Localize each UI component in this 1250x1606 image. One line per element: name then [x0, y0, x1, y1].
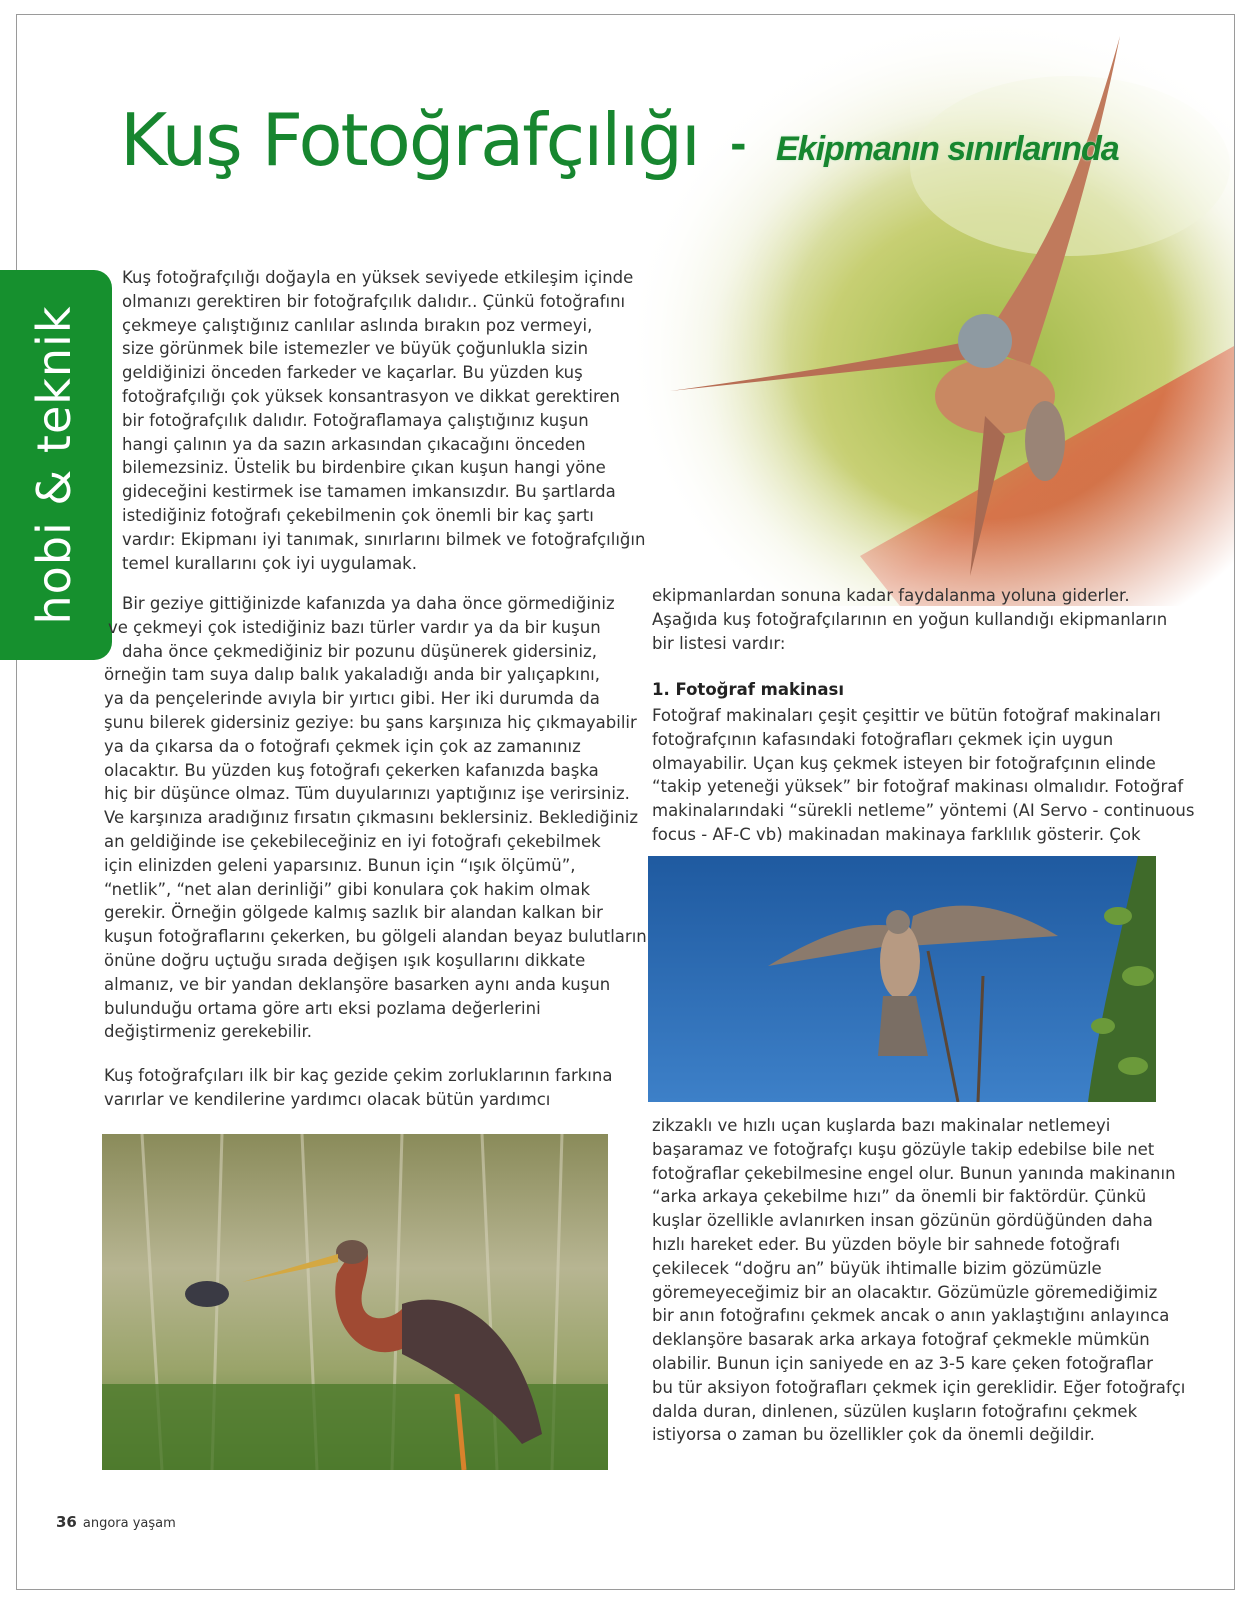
right-camera-text — [652, 704, 1195, 847]
text-line: fotoğrafçılığı çok yüksek konsantrasyon ve dikkat gerektiren — [122, 386, 620, 406]
section-tab — [0, 270, 112, 660]
text-line: olmayabilir. Uçan kuş çekmek isteyen bir fotoğrafçının elinde — [652, 753, 1156, 773]
text-line: makinalarındaki “sürekli netleme” yöntemi (AI Servo - continuous — [652, 801, 1195, 821]
section-heading-camera: 1. Fotoğraf makinası — [652, 680, 844, 699]
text-line: Aşağıda kuş fotoğrafçılarının en yoğun kullandığı ekipmanların — [652, 609, 1168, 629]
text-line: değiştirmeniz gerekebilir. — [104, 1022, 313, 1042]
text-line: ya da pençelerinde avıyla bir yırtıcı gibi. Her iki durumda da — [104, 689, 600, 709]
text-line: önüne doğru uçtuğu sırada değişen ışık koşullarını dikkate — [104, 950, 586, 970]
text-line: geldiğinizi önceden farkeder ve kaçarlar. Bu yüzden kuş — [122, 363, 583, 383]
purple-heron-photo — [102, 1134, 608, 1470]
text-line: fotoğrafçının kafasındaki fotoğrafları çekmek için uygun — [652, 729, 1114, 749]
section-tab-label: hobi & teknik — [27, 305, 81, 625]
page-footer — [56, 1513, 176, 1531]
text-line: istiyorsa o zaman bu özellikler çok da önemli değildir. — [652, 1425, 1095, 1445]
text-line: bu tür aksiyon fotoğrafları çekmek için gereklidir. Eğer fotoğrafçı — [652, 1377, 1186, 1397]
text-line: Kuş fotoğrafçılığı doğayla en yüksek seviyede etkileşim içinde — [122, 268, 634, 287]
text-line: dalda duran, dinlenen, süzülen kuşların fotoğrafını çekmek — [652, 1401, 1138, 1421]
text-line: gideceğini kestirmek ise tamamen imkansızdır. Bu şartlarda — [122, 482, 616, 502]
text-line: “netlik”, “net alan derinliği” gibi konulara çok hakim olmak — [104, 879, 591, 899]
left-paragraph-1 — [122, 266, 645, 575]
text-line: gerekir. Örneğin gölgede kalmış sazlık bir alandan kalkan bir — [104, 903, 603, 923]
magazine-name: angora yaşam — [82, 1516, 176, 1531]
text-line: için elinizden geleni yaparsınız. Bunun için “ışık ölçümü”, — [104, 855, 576, 875]
text-line: “takip yeteneği yüksek” bir fotoğraf makinası olmalıdır. Fotoğraf — [652, 777, 1184, 797]
right-intro — [652, 584, 1167, 655]
text-line: ya da çıkarsa da o fotoğrafı çekmek için çok az zamanınız — [104, 736, 581, 756]
text-line: bulunduğu ortama göre artı eksi pozlama değerlerini — [104, 998, 541, 1018]
page-number: 36 — [56, 1513, 77, 1531]
text-line: fotoğraflar çekebilmesine engel olur. Bunun yanında makinanın — [652, 1163, 1176, 1183]
text-line: Bir geziye gittiğinizde kafanızda ya daha önce görmediğiniz — [122, 594, 615, 613]
title-dash: - — [730, 122, 747, 168]
text-line: çekilecek “doğru an” büyük ihtimalle bizim gözümüzle — [652, 1258, 1102, 1278]
text-line: hızlı hareket eder. Bu yüzden böyle bir sahnede fotoğrafı — [652, 1234, 1121, 1254]
text-line: an geldiğinde ise çekebileceğiniz en iyi fotoğrafı çekebilmek — [104, 831, 601, 851]
text-line: hangi çalının ya da sazın arkasından çıkacağını önceden — [122, 434, 586, 454]
text-line: almanız, ve bir yandan deklanşöre basarken aynı anda kuşun — [104, 974, 611, 994]
text-line: olacaktır. Bu yüzden kuş fotoğrafı çekerken kafanızda başka — [104, 760, 599, 780]
text-line: “arka arkaya çekebilme hızı” da önemli bir faktördür. Çünkü — [652, 1187, 1147, 1207]
text-line: örneğin tam suya dalıp balık yakaladığı anda bir yalıçapkını, — [104, 665, 600, 685]
text-line: daha önce çekmediğiniz bir pozunu düşünerek gidersiniz, — [122, 641, 597, 661]
text-line: focus - AF-C vb) makinadan makinaya farklılık gösterir. Çok — [652, 824, 1141, 844]
text-line: olabilir. Bunun için saniyede en az 3-5 kare çeken fotoğraflar — [652, 1353, 1154, 1373]
text-line: kuşlar özellikle avlanırken insan gözünün gördüğünden daha — [652, 1211, 1153, 1231]
text-line: bir anın fotoğrafını çekmek ancak o anın yaklaştığını anlayınca — [652, 1306, 1170, 1326]
text-line: size görünmek bile istemezler ve büyük çoğunlukla sizin — [122, 339, 589, 359]
text-line: zikzaklı ve hızlı uçan kuşlarda bazı makinalar netlemeyi — [652, 1116, 1111, 1135]
text-line: şunu bilerek gidersiniz geziye: bu şans karşınıza hiç çıkmayabilir — [104, 712, 637, 732]
text-line: bir listesi vardır: — [652, 633, 786, 653]
text-line: Fotoğraf makinaları çeşit çeşittir ve bütün fotoğraf makinaları — [652, 706, 1161, 725]
right-continued-text — [652, 1114, 1185, 1447]
page-title: Kuş Fotoğrafçılığı — [120, 98, 699, 182]
text-line: varırlar ve kendilerine yardımcı olacak bütün yardımcı — [104, 1089, 551, 1109]
text-line: istediğiniz fotoğrafı çekebilmenin çok önemli bir kaç şartı — [122, 505, 594, 525]
page-subtitle: Ekipmanın sınırlarında — [776, 130, 1119, 168]
text-line: başaramaz ve fotoğrafçı kuşu gözüyle takip edebilse bile net — [652, 1139, 1155, 1159]
text-line: Ve karşınıza aradığınız fırsatın çıkmasını beklersiniz. Beklediğiniz — [104, 808, 639, 828]
left-paragraph-2 — [104, 592, 647, 1044]
text-line: ekipmanlardan sonuna kadar faydalanma yoluna giderler. — [652, 586, 1130, 605]
text-line: olmanızı gerektiren bir fotoğrafçılık dalıdır.. Çünkü fotoğrafını — [122, 291, 626, 311]
text-line: bir fotoğrafçılık dalıdır. Fotoğraflamaya çalıştığınız kuşun — [122, 410, 589, 430]
text-line: bilemezsiniz. Üstelik bu birdenbire çıkan kuşun hangi yöne — [122, 458, 606, 478]
text-line: göremeyeceğimiz bir an olacaktır. Gözümüzle göremediğimiz — [652, 1282, 1158, 1302]
text-line: vardır: Ekipmanı iyi tanımak, sınırlarını bilmek ve fotoğrafçılığın — [122, 529, 646, 549]
text-line: ve çekmeyi çok istediğiniz bazı türler vardır ya da bir kuşun — [108, 617, 601, 637]
text-line: temel kurallarını çok iyi uygulamak. — [122, 553, 417, 573]
text-line: Kuş fotoğrafçıları ilk bir kaç gezide çekim zorluklarının farkına — [104, 1066, 613, 1085]
text-line: kuşun fotoğraflarını çekerken, bu gölgeli alandan beyaz bulutların — [104, 927, 647, 947]
kestrel-sky-photo — [648, 856, 1156, 1102]
text-line: hiç bir düşünce olmaz. Tüm duyularınızı yaptığınız işe verirsiniz. — [104, 784, 630, 804]
text-line: deklanşöre basarak arka arkaya fotoğraf çekmekle mümkün — [652, 1330, 1150, 1350]
left-paragraph-3 — [104, 1064, 612, 1112]
text-line: çekmeye çalıştığınız canlılar aslında bırakın poz vermeyi, — [122, 315, 593, 335]
